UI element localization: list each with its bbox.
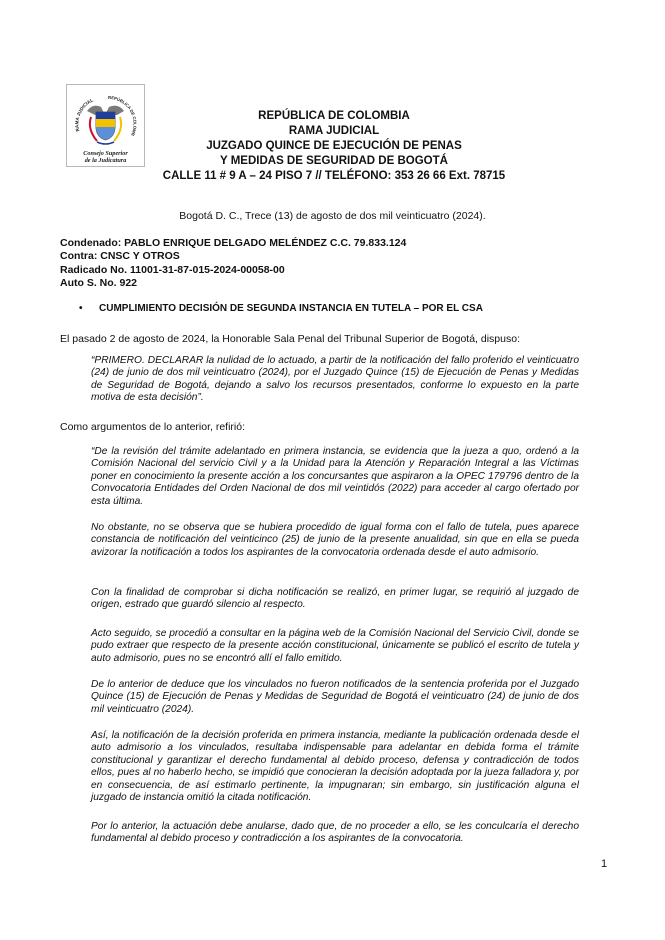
arguments-intro: Como argumentos de lo anterior, refirió: bbox=[60, 421, 246, 433]
intro-paragraph: El pasado 2 de agosto de 2024, la Honorable Sala Penal del Tribunal Superior de Bogotá, dispuso: bbox=[60, 333, 520, 345]
auto-line: Auto S. No. 922 bbox=[60, 276, 138, 289]
quote-paragraph: De lo anterior de deduce que los vinculados no fueron notificados de la sentencia proferida por el Juzgado Quince (15) de Ejecución de Penas y Medidas de Seguridad de Bogotá el veinticuatro (24) de junio de dos mil veinticuatro (2024). bbox=[91, 679, 579, 715]
logo-arc-text-left: RAMA JUDICIAL bbox=[74, 97, 94, 133]
header-address: CALLE 11 # 9 A – 24 PISO 7 // TELÉFONO: 353 26 66 Ext. 78715 bbox=[162, 170, 506, 182]
judicial-council-logo bbox=[66, 84, 145, 167]
logo-caption-line2: de la Judicatura bbox=[84, 157, 127, 164]
quote-paragraph: Acto seguido, se procedió a consultar en la página web de la Comisión Nacional del Servicio Civil, donde se pudo extraer que respecto de la presente acción constitucional, únicamente se publicó el escrito de tutela y auto admisorio, pues no se encontró allí el fallo emitido. bbox=[91, 628, 579, 664]
quote-paragraph: Por lo anterior, la actuación debe anularse, dado que, de no proceder a ello, se les conculcaría el derecho fundamental al debido proceso y contradicción a los aspirantes de la convocatoria. bbox=[91, 821, 579, 845]
quote-paragraph: “De la revisión del trámite adelantado en primera instancia, se evidencia que la jueza a quo, ordenó a la Comisión Nacional del servicio Civil y a la Unidad para la Atención y Reparación Integral a las Víctimas poner en conocimiento la presente acción a los concursantes que aspiraron a la OPEC 179796 dentro de la Convocatoria Entidades del Orden Nacional de dos mil veintidós (2022) para acceder al cargo ofertado por esta última. bbox=[91, 446, 579, 507]
coat-of-arms-icon bbox=[87, 106, 124, 144]
condenado-line: Condenado: PABLO ENRIQUE DELGADO MELÉNDEZ C.C. 79.833.124 bbox=[60, 237, 407, 249]
document-header bbox=[150, 109, 518, 184]
bullet-icon: • bbox=[79, 303, 83, 314]
svg-text:RAMA JUDICIAL bbox=[74, 97, 94, 132]
header-court: JUZGADO QUINCE DE EJECUCIÓN DE PENAS bbox=[206, 140, 462, 152]
case-details bbox=[60, 237, 406, 290]
logo-arc-text-right: REPÚBLICA DE COLOMB bbox=[107, 94, 138, 137]
radicado-line: Radicado No. 11001-31-87-015-2024-00058-00 bbox=[60, 263, 285, 276]
header-country: REPÚBLICA DE COLOMBIA bbox=[258, 110, 410, 122]
contra-line: Contra: CNSC Y OTROS bbox=[60, 250, 180, 263]
quote-paragraph: Así, la notificación de la decisión proferida en primera instancia, mediante la publicación ordenada desde el auto admisorio a los vinculados, resultaba indispensable para adelantar en debida forma el trámite constitucional y garantizar el derecho fundamental al debido proceso, defensa y contradicción de todos ellos, pues al no haberlo hecho, se impidió que conocieran la decisión adoptada por la jueza falladora y, por en consecuencia, de así estimarlo pertinente, la impugnaran; sin embargo, sin justificación alguna el juzgado de instancia omitió la citada notificación. bbox=[91, 730, 579, 804]
header-court-cont: Y MEDIDAS DE SEGURIDAD DE BOGOTÁ bbox=[220, 155, 448, 167]
bullet-heading-text: CUMPLIMIENTO DECISIÓN DE SEGUNDA INSTANCIA EN TUTELA – POR EL CSA bbox=[99, 303, 483, 314]
date-line: Bogotá D. C., Trece (13) de agosto de dos mil veinticuatro (2024). bbox=[179, 210, 486, 222]
quote-paragraph: Con la finalidad de comprobar si dicha notificación se realizó, en primer lugar, se requirió al juzgado de origen, estrado que guardó silencio al respecto. bbox=[91, 587, 579, 611]
page-number: 1 bbox=[601, 858, 608, 870]
bullet-heading bbox=[79, 303, 483, 314]
header-branch: RAMA JUDICIAL bbox=[288, 125, 380, 137]
quote-paragraph: No obstante, no se observa que se hubiera procedido de igual forma con el fallo de tutela, pues aparece constancia de notificación del veinticinco (25) de junio de la presente anualidad, sin que en ella se pueda avizorar la notificación a todos los aspirantes de la convocatoria ordenada desde el auto admisorio. bbox=[91, 522, 579, 558]
first-quote: “PRIMERO. DECLARAR la nulidad de lo actuado, a partir de la notificación del fallo proferido el veinticuatro (24) de junio de dos mil veinticuatro (2024), por el Juzgado Quince (15) de Ejecución de Penas y Medidas de Seguridad de Bogotá, dejando a salvo los recursos presentados, conforme lo expuesto en la parte motiva de esta decisión”. bbox=[91, 355, 579, 404]
logo-caption-line1: Consejo Superior bbox=[83, 150, 128, 157]
